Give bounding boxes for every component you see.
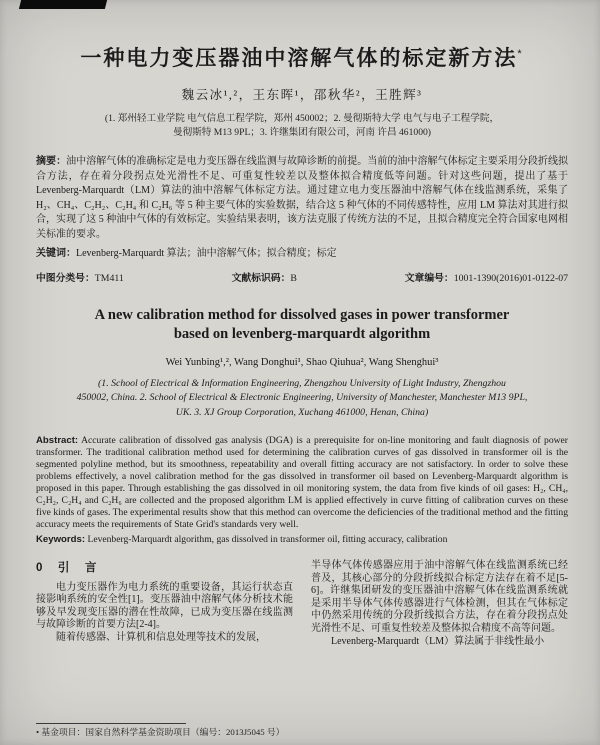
article-no-label: 文章编号： [404,272,454,284]
abstract-en [36,435,568,531]
right-column [311,560,568,648]
paper-title-en [36,306,568,344]
scan-artifact [19,0,107,9]
title-footnote-mark: * [517,48,524,60]
paper-title-en-line2: based on levenberg-marquardt algorithm [173,325,431,342]
document-code [232,270,297,284]
doc-code-value: B [290,272,297,284]
paper-title-text: 一种电力变压器油中溶解气体的标定新方法 [80,47,518,70]
clc-number [36,270,124,284]
clc-label: 中图分类号： [36,272,95,284]
affiliation-cn-line2: 曼彻斯特 M13 9PL；3. 许继集团有限公司，河南 许昌 461000) [173,127,431,138]
keywords-en-label: Keywords: [36,534,86,546]
keywords-cn-text: Levenberg-Marquardt 算法；油中溶解气体；拟合精度；标定 [76,247,337,259]
abstract-en-text: Accurate calibration of dissolved gas analysis (DGA) is a prerequisite for on-line monitoring and fault diagnosis of power transformer. The traditional calibration method used for determining the calibration curves of gas dissolved in transformer oil is the segmented polyline method, but its smoothness, repeatability and overall fitting accuracy are not satisfactory. In order to solve these problems effectively, a novel calibration method for the gas dissolved in transformer oil based on Levenberg-Marquardt algorithm is proposed in this paper. Through establishing the gas dissolved in oil monitoring system, the data from five kinds of oil gases: H₂, CH₄, C₂H₂, C₂H₄ and C₂H₆ are collected and the proposed algorithm LM is applied effectively in curve fitting of calibration curves on these five kinds of gases. The experimental results show that this method can overcome the deficiencies of the traditional method and the fitting accuracy meets the requirements of State Grid's standards very well. [36,435,568,531]
left-paragraph-2: 随着传感器、计算机和信息处理等技术的发展， [56,632,266,644]
right-paragraph-1: 半导体气体传感器应用于油中溶解气体在线监测系统已经普及，其核心部分的分段折线拟合标定方法存在着不足[5-6]。许继集团研发的变压器油中溶解气体在线监测系统就是采用半导体气体传感器进行气体检测，但其在气体标定中仍然采用传统的分段折线拟合方法，存在着分段拐点处光滑性不足、可重复性较差及整体拟合精度不高等问题。 [311,560,568,635]
keywords-en-text: Levenberg-Marquardt algorithm, gas dissolved in transformer oil, fitting accuracy, calibration [87,534,448,546]
affiliations-cn [36,112,568,140]
paper-title-en-line1: A new calibration method for dissolved gases in power transformer [94,306,510,323]
affiliation-cn-line1: (1. 郑州轻工业学院 电气信息工程学院，郑州 450002；2. 曼彻斯特大学 电气与电子工程学院， [104,113,500,124]
body-columns [36,560,568,648]
authors-en: Wei Yunbing¹,², Wang Donghui¹, Shao Qiuhua², Wang Shenghui³ [165,356,439,368]
section-heading-introduction: 0 引 言 [36,562,99,575]
article-number [405,270,568,284]
footnote-rule [36,723,186,724]
abstract-cn-label: 摘要： [36,156,67,167]
right-paragraph-2: Levenberg-Marquardt（LM）算法属于非线性最小 [331,635,545,647]
left-column [36,560,293,648]
authors-cn: 魏云冰¹,²，王东晖¹，邵秋华²，王胜辉³ [181,88,423,102]
keywords-en [36,534,568,546]
clc-value: TM411 [94,272,124,284]
affiliation-en-line2: 450002, China. 2. School of Electrical & Electronic Engineering, University of Manchester, Manchester M13 9PL, [76,392,528,404]
affiliation-en-line1: (1. School of Electrical & Information Engineering, Zhengzhou University of Light Industry, Zhengzhou [98,377,506,389]
article-no-value: 1001-1390(2016)01-0122-07 [453,272,568,284]
keywords-cn [36,247,568,261]
affiliations-en [36,377,568,421]
abstract-cn-text: 油中溶解气体的准确标定是电力变压器在线监测与故障诊断的前提。当前的油中溶解气体标定主要采用分段折线拟合方法，存在着分段拐点处光滑性不足、可重复性较差以及整体拟合精度低等问题。针对这些问题，提出了基于 Levenberg-Marquardt（LM）算法的油中溶解气体标定方法。通过建立电力变压器油中溶解气体在线监测系统，采集了 H₂、CH₄、C₂H₂、C₂H₄ 和 C₂H₆ 等 5 种主要气体的实验数据，结合这 5 种气体的不同传感特性，应用 LM 算法对其进行拟合，实现了这 5 种油中气体的有效标定。实验结果表明，该方法克服了传统方法的不足，且拟合精度完全符合国家电网相关标准的要求。 [36,156,569,240]
article-meta-row [36,270,568,284]
keywords-cn-label: 关键词： [36,247,76,259]
footnote [36,723,356,738]
footnote-text [36,727,356,738]
abstract-en-label: Abstract: [36,435,79,447]
abstract-cn [36,155,568,243]
paper-title-cn [36,42,568,72]
footnote-marker: • [36,727,40,737]
affiliation-en-line3: UK. 3. XJ Group Corporation, Xuchang 461000, Henan, China) [175,406,429,418]
left-paragraph-1: 电力变压器作为电力系统的重要设备，其运行状态直接影响系统的安全性[1]。变压器油中溶解气体分析技术能够及早发现变压器的潜在性故障，已成为变压器在线监测与故障诊断的首要方法[2-4]。 [36,581,293,631]
doc-code-label: 文献标识码： [231,272,291,284]
footnote-body: 基金项目：国家自然科学基金资助项目（编号：2013J5045 号） [41,727,285,737]
